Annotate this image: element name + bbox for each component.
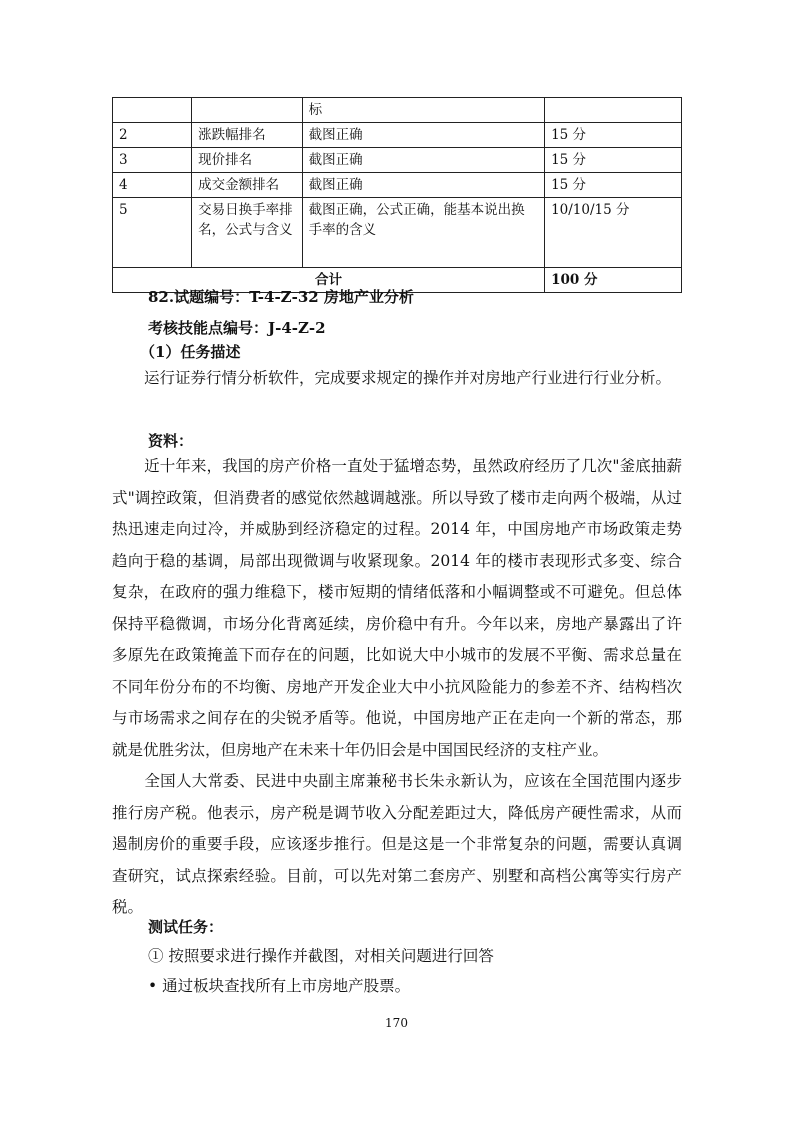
table-row [113, 173, 682, 198]
paragraph-1-text: 近十年来，我国的房产价格一直处于猛增态势，虽然政府经历了几次"釜底抽薪式"调控政策，但消费者的感觉依然越调越涨。所以导致了楼市走向两个极端，从过热迅速走向过冷，并威胁到经济稳定的过程。2014 年，中国房地产市场政策走势趋向于稳的基调，局部出现微调与收紧现象。2014 年的楼市表现形式多变、综合复杂，在政府的强力维稳下，楼市短期的情绪低落和小幅调整或不可避免。但总体保持平稳微调，市场分化背离延续，房价稳中有升。今年以来，房地产暴露出了许多原先在政策掩盖下而存在的问题，比如说大中小城市的发展不平衡、需求总量在不同年份分布的不均衡、房地产开发企业大中小抗风险能力的参差不齐、结构档次与市场需求之间存在的尖锐矛盾等。他说，中国房地产正在走向一个新的常态，那就是优胜劣汰，但房地产在未来十年仍旧会是中国国民经济的支柱产业。 [112, 457, 682, 759]
table-cell-criteria: 截图正确 [302, 148, 544, 173]
table-cell-criteria: 截图正确 [302, 123, 544, 148]
table-cell-no: 2 [113, 123, 192, 148]
table-cell-no: 3 [113, 148, 192, 173]
total-score: 100 分 [545, 268, 682, 293]
table-cell-criteria: 截图正确 [302, 173, 544, 198]
table-cell-criteria: 标 [302, 98, 544, 123]
test-task-label: 测试任务： [148, 918, 224, 936]
table-cell-score [545, 98, 682, 123]
skill-code-heading: 考核技能点编号：J-4-Z-2 [148, 319, 326, 337]
table-cell-no [113, 98, 192, 123]
material-label: 资料： [148, 432, 194, 450]
question-title: 82.试题编号：T-4-Z-32 房地产业分析 [148, 288, 414, 306]
task-description-text [112, 363, 682, 395]
table-cell-item [192, 98, 303, 123]
task-description-body: 运行证券行情分析软件，完成要求规定的操作并对房地产行业进行行业分析。 [144, 369, 672, 387]
table-cell-score: 15 分 [545, 173, 682, 198]
material-paragraph-1 [112, 451, 682, 766]
paragraph-2-text: 全国人大常委、民进中央副主席兼秘书长朱永新认为，应该在全国范围内逐步推行房产税。他表示，房产税是调节收入分配差距过大，降低房产硬性需求，从而遏制房价的重要手段，应该逐步推行。但是这是一个非常复杂的问题，需要认真调查研究，试点探索经验。目前，可以先对第二套房产、别墅和高档公寓等实行房产税。 [112, 772, 682, 916]
table-cell-no: 4 [113, 173, 192, 198]
material-paragraph-2 [112, 766, 682, 924]
scoring-table [112, 97, 682, 293]
table-cell-item: 成交金额排名 [192, 173, 303, 198]
total-label: 合计 [113, 268, 545, 293]
table-row [113, 98, 682, 123]
table-row [113, 148, 682, 173]
test-task-item-1: ① 按照要求进行操作并截图，对相关问题进行回答 [148, 947, 494, 965]
table-cell-score: 15 分 [545, 123, 682, 148]
table-cell-no: 5 [113, 198, 192, 268]
table-cell-item: 现价排名 [192, 148, 303, 173]
table-cell-item: 交易日换手率排名，公式与含义 [192, 198, 303, 268]
table-row [113, 198, 682, 268]
table-row [113, 123, 682, 148]
page-number: 170 [385, 1016, 408, 1030]
test-task-item-2: • 通过板块查找所有上市房地产股票。 [148, 977, 411, 995]
table-cell-criteria: 截图正确，公式正确，能基本说出换手率的含义 [302, 198, 544, 268]
table-cell-score: 15 分 [545, 148, 682, 173]
table-cell-score: 10/10/15 分 [545, 198, 682, 268]
task-description-heading: （1）任务描述 [140, 343, 241, 361]
table-cell-item: 涨跌幅排名 [192, 123, 303, 148]
